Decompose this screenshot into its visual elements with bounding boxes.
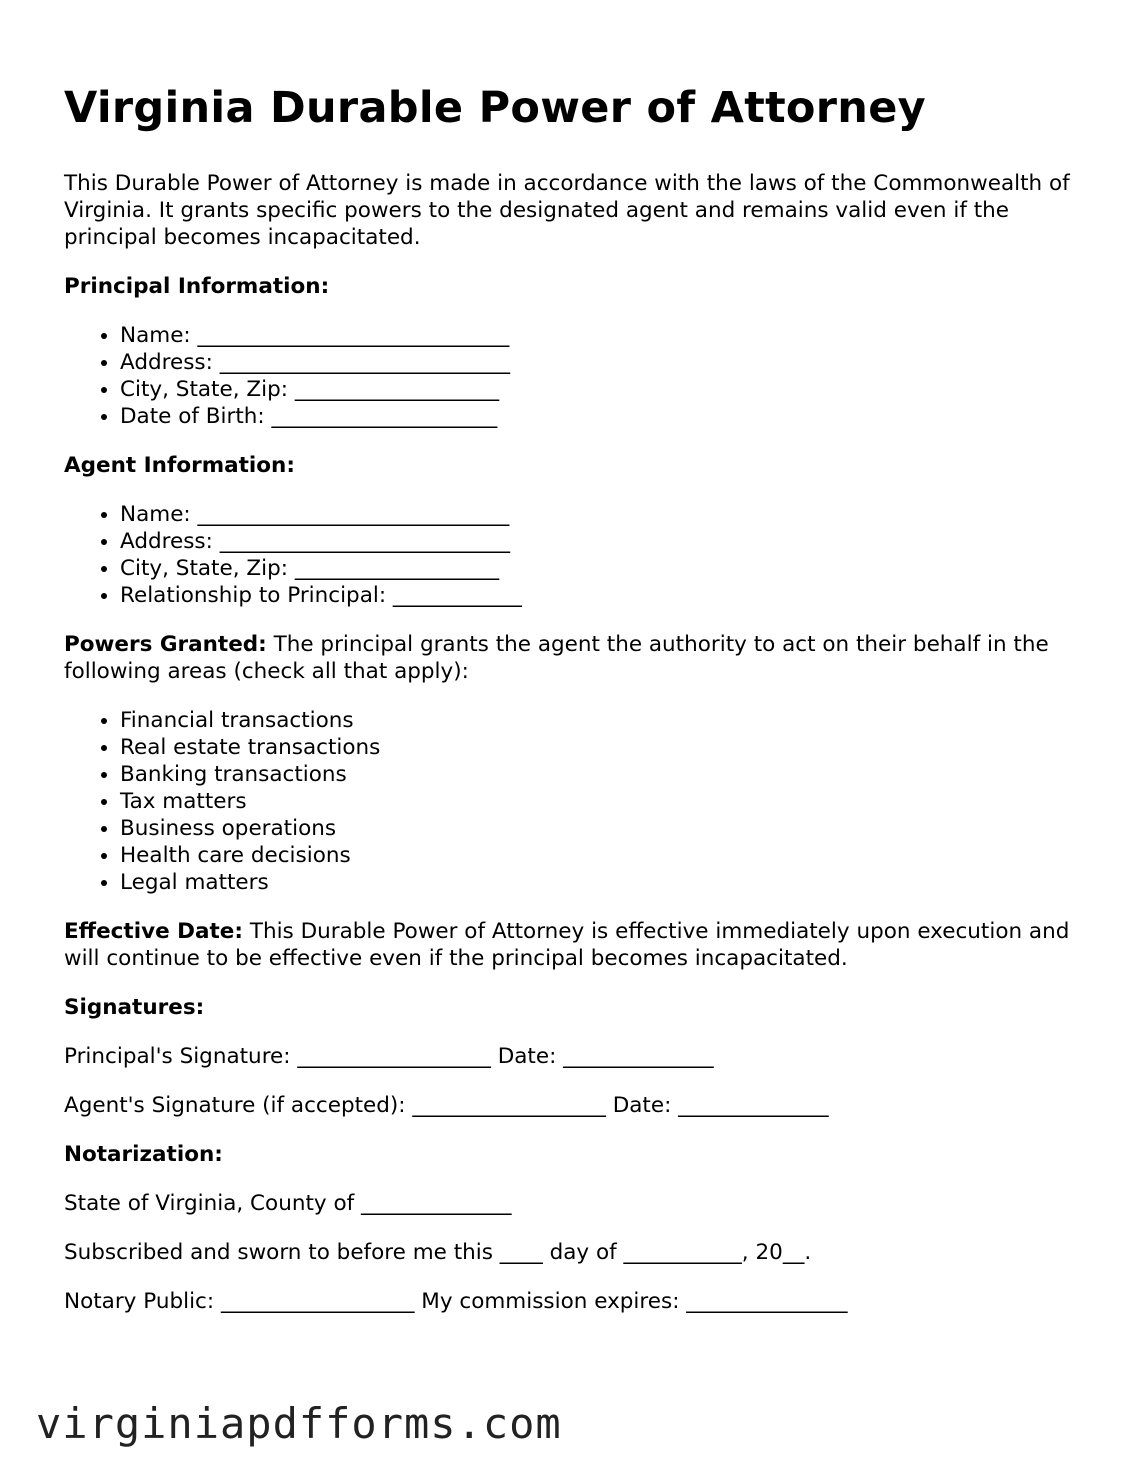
power-item: • Real estate transactions — [120, 734, 1084, 761]
agent-list — [64, 501, 1084, 609]
power-item: • Financial transactions — [120, 707, 1084, 734]
county-line: State of Virginia, County of ______________ — [64, 1191, 512, 1216]
footer-watermark: virginiapdfforms.com — [36, 1399, 562, 1448]
powers-heading: Powers Granted: — [64, 632, 267, 657]
notarization-heading: Notarization: — [64, 1142, 223, 1167]
principal-heading: Principal Information: — [64, 274, 330, 299]
notary-line: Notary Public: __________________ My commission expires: _______________ — [64, 1289, 848, 1314]
principal-list — [64, 322, 1084, 430]
agent-heading: Agent Information: — [64, 453, 295, 478]
power-item: • Business operations — [120, 815, 1084, 842]
signatures-heading: Signatures: — [64, 995, 205, 1020]
powers-paragraph — [64, 631, 1084, 685]
document-title: Virginia Durable Power of Attorney — [64, 83, 926, 133]
power-item: • Health care decisions — [120, 842, 1084, 869]
effective-heading: Effective Date: — [64, 919, 243, 944]
effective-paragraph — [64, 918, 1084, 972]
powers-text: The principal grants the agent the authority to act on their behalf in the following areas (check all that apply): — [64, 632, 1049, 684]
effective-text: This Durable Power of Attorney is effective immediately upon execution and will continue to be effective even if the principal becomes incapacitated. — [64, 919, 1070, 971]
principal-dob-field: • Date of Birth: _____________________ — [120, 403, 1084, 430]
agent-city-field: • City, State, Zip: ___________________ — [120, 555, 1084, 582]
agent-relationship-field: • Relationship to Principal: ____________ — [120, 582, 1084, 609]
agent-name-field: • Name: _____________________________ — [120, 501, 1084, 528]
agent-signature-line: Agent's Signature (if accepted): __________________ Date: ______________ — [64, 1093, 829, 1118]
power-item: • Banking transactions — [120, 761, 1084, 788]
power-item: • Legal matters — [120, 869, 1084, 896]
principal-signature-line: Principal's Signature: __________________ Date: ______________ — [64, 1044, 714, 1069]
principal-name-field: • Name: _____________________________ — [120, 322, 1084, 349]
power-item: • Tax matters — [120, 788, 1084, 815]
document — [64, 78, 1084, 1337]
principal-address-field: • Address: ___________________________ — [120, 349, 1084, 376]
intro-paragraph: This Durable Power of Attorney is made in accordance with the laws of the Commonwealth of Virginia. It grants specific powers to the designated agent and remains valid even if the principal becomes incapacitated. — [64, 171, 1070, 250]
powers-list — [64, 707, 1084, 896]
agent-address-field: • Address: ___________________________ — [120, 528, 1084, 555]
sworn-line: Subscribed and sworn to before me this ____ day of ___________, 20__. — [64, 1240, 812, 1265]
principal-city-field: • City, State, Zip: ___________________ — [120, 376, 1084, 403]
